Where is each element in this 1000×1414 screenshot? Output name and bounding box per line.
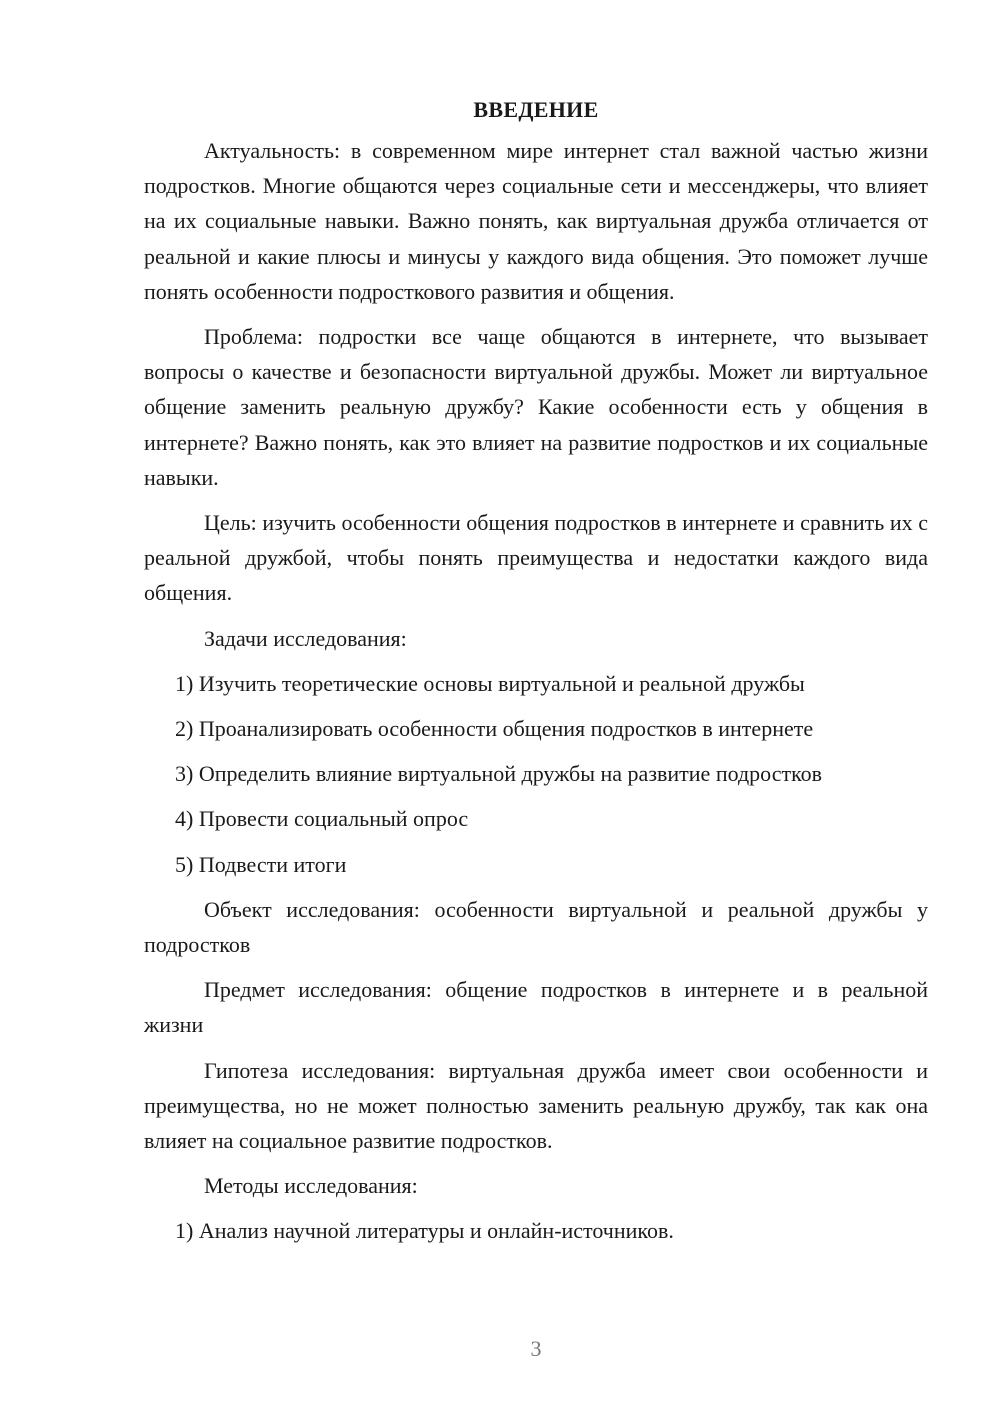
task-item: 4) Провести социальный опрос <box>175 806 469 832</box>
document-page <box>144 92 928 1259</box>
task-item: 2) Проанализировать особенности общения подростков в интернете <box>175 716 814 742</box>
task-item: 3) Определить влияние виртуальной дружбы на развитие подростков <box>175 761 823 787</box>
methods-list <box>144 1213 928 1248</box>
goal-paragraph: Цель: изучить особенности общения подростков в интернете и сравнить их с реальной дружбой, чтобы понять преимущества и недостатки каждого вида общения. <box>144 510 928 606</box>
relevance-paragraph: Актуальность: в современном мире интернет стал важной частью жизни подростков. Многие общаются через социальные сети и мессенджеры, что влияет на их социальные навыки. Важно понять, как виртуальная дружба отличается от реальной и какие плюсы и минусы у каждого вида общения. Это поможет лучше понять особенности подросткового развития и общения. <box>144 138 928 304</box>
problem-paragraph: Проблема: подростки все чаще общаются в интернете, что вызывает вопросы о качестве и безопасности виртуальной дружбы. Может ли виртуальное общение заменить реальную дружбу? Какие особенности есть у общения в интернете? Важно понять, как это влияет на развитие подростков и их социальные навыки. <box>144 324 928 490</box>
tasks-label: Задачи исследования: <box>204 625 407 651</box>
hypothesis-paragraph: Гипотеза исследования: виртуальная дружба имеет свои особенности и преимущества, но не может полностью заменить реальную дружбу, так как она влияет на социальное развитие подростков. <box>144 1057 928 1154</box>
task-item: 5) Подвести итоги <box>175 851 347 877</box>
section-title: ВВЕДЕНИЕ <box>473 97 599 122</box>
methods-label: Методы исследования: <box>204 1173 418 1199</box>
method-item: 1) Анализ научной литературы и онлайн-источников. <box>175 1218 674 1244</box>
subject-paragraph: Предмет исследования: общение подростков в интернете и в реальной жизни <box>144 977 928 1038</box>
tasks-list <box>144 666 928 882</box>
task-item: 1) Изучить теоретические основы виртуальной и реальной дружбы <box>175 670 805 696</box>
page-number: 3 <box>530 1336 542 1361</box>
object-paragraph: Объект исследования: особенности виртуальной и реальной дружбы у подростков <box>144 896 928 958</box>
